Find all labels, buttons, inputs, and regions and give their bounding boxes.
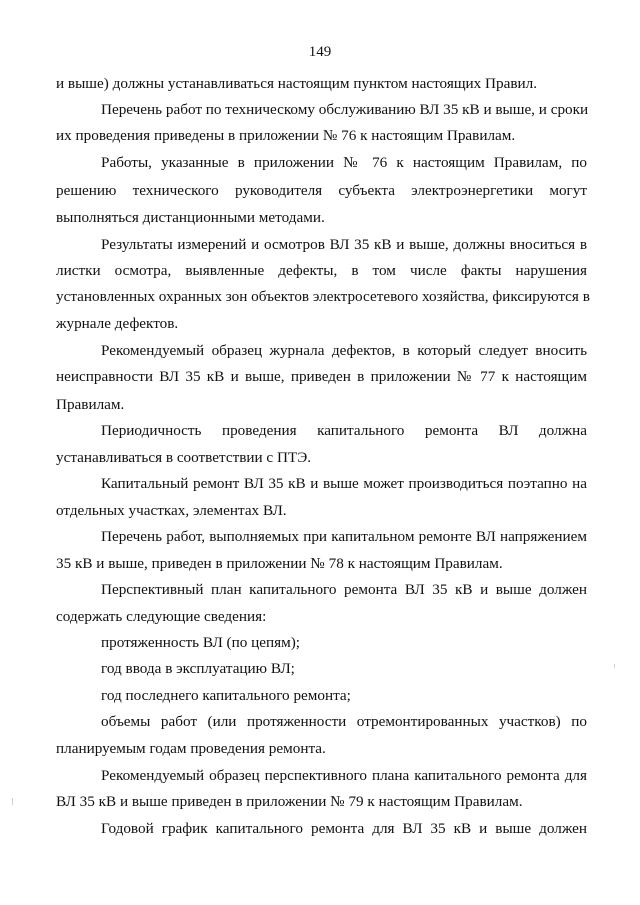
text-line: выполняться дистанционными методами. bbox=[56, 209, 325, 226]
text-line: год последнего капитального ремонта; bbox=[101, 687, 351, 704]
page-number: 149 bbox=[308, 44, 332, 60]
text-line: установленных охранных зон объектов электросетевого хозяйства, фиксируются в bbox=[56, 288, 590, 305]
text-line: содержать следующие сведения: bbox=[56, 608, 267, 625]
scan-artifact-mark bbox=[12, 798, 13, 805]
text-line: Работы, указанные в приложении № 76 к настоящим Правилам, по bbox=[101, 154, 587, 171]
text-line: Рекомендуемый образец перспективного плана капитального ремонта для bbox=[101, 767, 587, 784]
text-line: Годовой график капитального ремонта для ВЛ 35 кВ и выше должен bbox=[101, 820, 587, 837]
text-line: неисправности ВЛ 35 кВ и выше, приведен в приложении № 77 к настоящим bbox=[56, 368, 587, 385]
text-line: Результаты измерений и осмотров ВЛ 35 кВ и выше, должны вноситься в bbox=[101, 236, 587, 253]
text-line: Периодичность проведения капитального ремонта ВЛ должна bbox=[101, 422, 587, 439]
text-line: Рекомендуемый образец журнала дефектов, в который следует вносить bbox=[101, 342, 587, 359]
text-line: отдельных участках, элементах ВЛ. bbox=[56, 502, 287, 519]
text-line: Перспективный план капитального ремонта ВЛ 35 кВ и выше должен bbox=[101, 581, 587, 598]
text-line: журнале дефектов. bbox=[56, 315, 179, 332]
text-line: Капитальный ремонт ВЛ 35 кВ и выше может производиться поэтапно на bbox=[101, 475, 587, 492]
text-line: их проведения приведены в приложении № 76 к настоящим Правилам. bbox=[56, 127, 516, 144]
text-line: решению технического руководителя субъекта электроэнергетики могут bbox=[56, 182, 587, 199]
scan-artifact-mark bbox=[614, 664, 615, 668]
text-line: Перечень работ, выполняемых при капитальном ремонте ВЛ напряжением bbox=[101, 528, 587, 545]
text-line: и выше) должны устанавливаться настоящим пунктом настоящих Правил. bbox=[56, 75, 538, 92]
text-line: устанавливаться в соответствии с ПТЭ. bbox=[56, 449, 312, 466]
text-line: листки осмотра, выявленные дефекты, в том числе факты нарушения bbox=[56, 262, 587, 279]
text-line: 35 кВ и выше, приведен в приложении № 78 к настоящим Правилам. bbox=[56, 555, 503, 572]
text-line: планируемым годам проведения ремонта. bbox=[56, 740, 326, 757]
text-line: протяженность ВЛ (по цепям); bbox=[101, 634, 300, 651]
text-line: объемы работ (или протяженности отремонтированных участков) по bbox=[101, 713, 587, 730]
text-line: год ввода в эксплуатацию ВЛ; bbox=[101, 660, 295, 677]
text-line: Перечень работ по техническому обслуживанию ВЛ 35 кВ и выше, и сроки bbox=[101, 101, 589, 118]
text-line: Правилам. bbox=[56, 396, 125, 413]
text-line: ВЛ 35 кВ и выше приведен в приложении № 79 к настоящим Правилам. bbox=[56, 793, 523, 810]
